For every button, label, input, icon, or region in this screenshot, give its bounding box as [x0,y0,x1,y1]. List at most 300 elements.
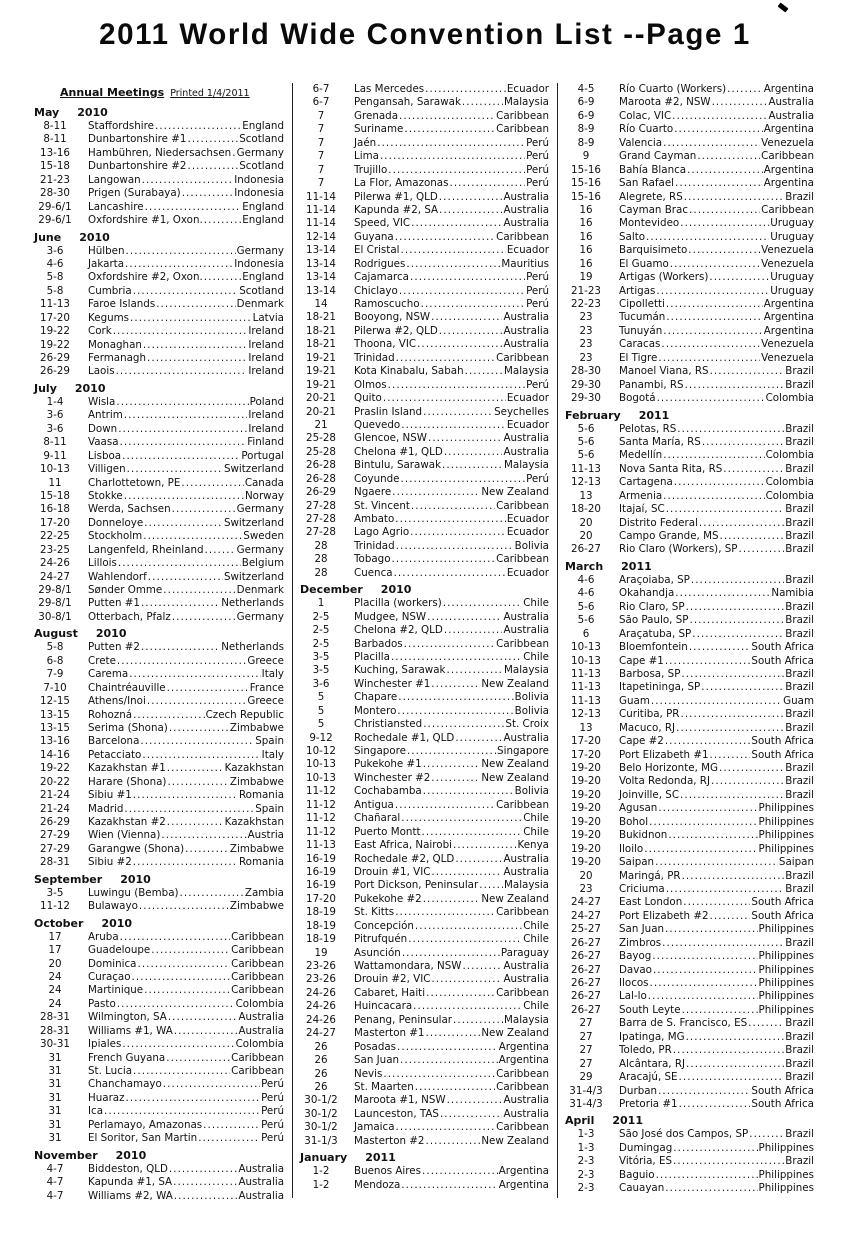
dot-leader [421,298,525,311]
convention-row [300,513,549,526]
convention-country: Brazil [785,1044,814,1057]
convention-place: Stokke [88,489,123,502]
convention-country: Australia [503,731,549,744]
convention-row [34,695,284,708]
convention-place: Ilocos [619,977,649,989]
convention-date: 25-28 [306,445,336,458]
convention-row [300,1027,549,1040]
convention-row [565,1085,814,1098]
convention-country: Argentina [763,324,814,337]
convention-date: 16-19 [306,852,336,865]
convention-place: Hülben [88,244,125,257]
dot-leader [431,678,480,691]
dot-leader [665,1182,757,1195]
convention-row [34,1025,284,1038]
convention-place: Bulawayo [88,900,138,913]
convention-date: 13 [579,489,593,502]
convention-country: Uruguay [770,217,814,230]
convention-place: Saipan [619,856,655,869]
convention-place: Chaintréauville [88,681,166,694]
convention-row [565,574,814,587]
printed-date: Printed 1/4/2011 [170,88,250,99]
convention-row [565,668,814,681]
convention-date: 24-27 [571,896,601,909]
convention-country: Poland [249,395,284,408]
convention-date: 16 [579,230,593,243]
convention-row [565,708,814,721]
convention-date: 6-7 [312,96,330,109]
convention-country: New Zealand [481,486,549,499]
dot-leader [395,906,495,919]
convention-date: 13-15 [40,721,70,734]
convention-row [34,1163,284,1176]
convention-place: Barbados [354,637,403,650]
convention-row [34,641,284,654]
convention-date: 21-23 [571,284,601,297]
convention-country: Zimbabwe [229,900,284,913]
convention-place: Alegrete, RS [619,190,683,203]
convention-country: New Zealand [481,771,549,784]
dot-leader [118,423,247,436]
month-name: December [300,583,363,597]
convention-country: Bolivia [514,704,549,717]
dot-leader [407,745,496,758]
convention-row [565,789,814,802]
dot-leader [172,503,236,516]
convention-row [565,601,814,614]
convention-date: 27-28 [306,526,336,539]
convention-country: Bolivia [514,785,549,798]
convention-place: Grand Cayman [619,150,697,163]
convention-date: 28-31 [40,856,70,869]
convention-place: Werda, Sachsen [88,503,171,516]
convention-row [34,1092,284,1105]
convention-country: St. Croix [505,718,549,731]
convention-date: 23-25 [40,543,70,556]
convention-place: Río Cuarto [619,123,674,136]
convention-place: Trinidad [354,351,395,364]
dot-leader [423,406,493,419]
convention-country: Caribbean [231,957,284,970]
dot-leader [399,110,495,123]
convention-date: 18-21 [306,324,336,337]
month-heading [34,626,284,641]
convention-date: 1-3 [577,1141,595,1154]
dot-leader [142,174,234,187]
convention-place: Asunción [354,946,401,959]
convention-date: 5-8 [46,271,64,284]
dot-leader [398,691,513,704]
convention-place: Rio Claro (Workers), SP [619,543,738,556]
convention-place: Chañaral [354,812,401,825]
convention-country: Australia [503,338,549,351]
dot-leader [439,325,503,338]
convention-row [34,339,284,352]
convention-date: 7-9 [46,668,64,681]
convention-row [300,150,549,163]
convention-country: Malaysia [504,664,549,677]
dot-leader [410,526,506,539]
convention-date: 29-30 [571,392,601,405]
convention-country: Caribbean [231,970,284,983]
convention-country: Denmark [236,584,284,596]
convention-row [565,923,814,936]
dot-leader [185,843,229,856]
convention-row [565,298,814,311]
month-year: 2010 [380,583,412,597]
convention-date: 5-6 [577,449,595,462]
dot-leader [383,392,506,405]
convention-row [300,1054,549,1067]
convention-row [565,311,814,324]
convention-country: Caribbean [231,1065,284,1077]
convention-row [34,984,284,997]
convention-place: Cuenca [354,566,393,579]
convention-row [300,933,549,946]
convention-row [34,557,284,570]
convention-date: 29-6/1 [38,200,72,213]
dot-leader [658,1085,750,1098]
convention-date: 31 [48,1051,62,1064]
dot-leader [444,624,503,637]
convention-date: 11-13 [571,667,601,680]
convention-row [300,799,549,812]
dot-leader [658,352,760,365]
convention-row [565,1098,814,1111]
dot-leader [453,1014,503,1027]
dot-leader [440,1108,503,1121]
convention-row [34,1011,284,1024]
convention-date: 28 [314,539,328,552]
convention-place: Ambato [354,513,395,525]
convention-place: Baguio [619,1168,655,1181]
convention-country: Brazil [785,600,814,613]
dot-leader [682,1004,758,1017]
convention-place: Okahandja [619,587,675,600]
dot-leader [668,829,757,842]
convention-country: Ireland [248,409,284,422]
convention-place: Kegums [88,311,130,324]
convention-place: Tobago [354,553,391,566]
convention-place: Ipiales [88,1038,122,1051]
convention-place: Hambühren, Niedersachsen [88,146,232,159]
convention-country: Perú [526,298,549,310]
convention-date: 4-6 [577,587,595,600]
convention-date: 13 [579,721,593,734]
dot-leader [147,352,247,365]
convention-country: Switzerland [223,570,284,583]
convention-place: Río Cuarto (Workers) [619,83,727,95]
convention-place: Athens/Inoi [88,695,146,708]
convention-date: 8-9 [577,123,595,136]
dot-leader [688,244,760,257]
convention-country: Australia [503,324,549,337]
convention-country: Finland [247,436,284,449]
convention-row [300,1081,549,1094]
convention-place: Artigas [619,284,656,297]
convention-row [300,96,549,109]
convention-country: Perú [526,150,549,163]
convention-row [565,191,814,204]
convention-row [300,853,549,866]
convention-place: Cartagena [619,476,673,489]
convention-country: Kazakhstan [224,816,284,828]
convention-place: St. Maarten [354,1080,414,1093]
convention-row [300,338,549,351]
convention-country: Caribbean [496,1080,549,1093]
dot-leader [397,705,513,718]
convention-country: Brazil [785,435,814,448]
dot-leader [662,937,784,950]
dot-leader [683,896,750,909]
dot-leader [116,396,248,409]
convention-country: Philippines [758,923,814,936]
dot-leader [133,709,205,722]
convention-date: 9-12 [309,731,333,744]
convention-place: Criciuma [619,882,665,895]
convention-country: Brazil [785,1071,814,1084]
convention-row [300,893,549,906]
convention-row [34,762,284,775]
convention-date: 19-21 [306,378,336,391]
convention-country: Netherlands [221,597,284,610]
convention-row [565,856,814,869]
convention-place: Winchester #1 [354,677,431,690]
convention-place: Durban [619,1084,658,1097]
convention-country: Australia [238,1189,284,1202]
month-year: 2011 [612,1114,643,1128]
dot-leader [383,1068,495,1081]
convention-place: Otterbach, Pfalz [88,610,171,623]
dot-leader [431,772,480,785]
convention-row [34,1078,284,1091]
convention-date: 26-27 [571,977,601,989]
convention-row [565,722,814,735]
convention-row [565,977,814,990]
convention-row [565,990,814,1003]
convention-row [34,856,284,869]
convention-date: 27 [579,1044,593,1057]
convention-place: Montevideo [619,217,680,230]
convention-place: Las Mercedes [354,83,425,95]
convention-country: Perú [261,1105,284,1118]
convention-date: 10-13 [306,758,336,771]
convention-place: Aruba [88,930,119,943]
convention-date: 26-27 [571,1003,601,1016]
convention-date: 16 [579,203,593,216]
dot-leader [665,655,751,668]
convention-row [565,910,814,923]
convention-date: 5-8 [46,641,64,654]
convention-row [565,352,814,365]
convention-place: Montero [354,704,397,717]
convention-row [300,1165,549,1178]
convention-date: 5-6 [577,422,595,435]
convention-country: Indonesia [234,173,284,186]
convention-country: Brazil [785,1030,814,1043]
convention-country: Romania [238,789,284,802]
convention-place: Puerto Montt [354,825,421,838]
convention-row [565,1142,814,1155]
convention-row [300,705,549,718]
convention-row [34,803,284,816]
convention-row [300,365,549,378]
dot-leader [665,923,757,936]
convention-place: Cork [88,325,112,338]
page-title: 2011 World Wide Convention List --Page 1 [99,18,751,51]
convention-country: Czech Republic [205,708,284,721]
column-divider [557,83,558,1198]
convention-row [300,745,549,758]
convention-place: Posadas [354,1040,397,1053]
convention-country: Caribbean [496,986,549,999]
convention-place: Jamaica [354,1121,395,1134]
convention-row [565,937,814,950]
convention-country: Argentina [763,123,814,136]
convention-date: 26 [314,1054,328,1067]
convention-country: Australia [238,1176,284,1189]
dot-leader [145,201,242,214]
convention-country: Australia [503,445,549,458]
convention-country: Portugal [241,449,284,462]
dot-leader [198,1132,260,1145]
convention-date: 19-22 [40,338,70,351]
convention-row [565,490,814,503]
dot-leader [395,799,495,812]
convention-row [34,944,284,957]
convention-country: Australia [503,865,549,878]
dot-leader [427,611,502,624]
convention-country: Caribbean [496,123,549,136]
convention-row [300,718,549,731]
convention-country: Chile [523,933,549,946]
convention-country: Greece [247,654,284,667]
convention-place: Ica [88,1105,104,1118]
convention-country: England [242,200,284,213]
month-name: March [565,559,604,573]
dot-leader [663,325,763,338]
convention-row [300,812,549,825]
dot-leader [395,513,506,526]
convention-place: Cumbria [88,284,132,297]
convention-date: 31 [48,1091,62,1104]
month-name: October [34,916,84,930]
convention-date: 19 [314,946,328,959]
dot-leader [125,258,233,271]
dot-leader [117,998,235,1011]
dot-leader [697,150,760,163]
convention-date: 3-5 [46,886,64,899]
convention-place: Distrito Federal [619,516,698,529]
convention-country: Perú [526,177,549,190]
convention-row [300,419,549,432]
convention-date: 2-3 [577,1168,595,1181]
convention-place: Trinidad [354,539,395,552]
convention-row [300,110,549,123]
convention-place: Tunuyán [619,324,663,337]
convention-row [300,691,549,704]
convention-row [300,459,549,472]
dot-leader [396,540,514,553]
pen-mark-icon [778,2,789,12]
convention-country: Australia [503,203,549,216]
convention-row [300,879,549,892]
convention-country: Brazil [785,190,814,203]
convention-country: Australia [503,973,549,986]
convention-row [34,843,284,856]
convention-country: South Africa [751,748,814,761]
convention-country: Caribbean [496,553,549,566]
dot-leader [656,285,769,298]
convention-date: 6-9 [577,96,595,109]
dot-leader [748,1017,784,1030]
dot-leader [394,567,506,580]
convention-row [565,503,814,516]
convention-date: 22-23 [571,298,601,310]
convention-place: Nova Santa Rita, RS [619,462,723,475]
convention-row [565,1017,814,1030]
convention-date: 16-18 [40,503,70,516]
convention-country: Caribbean [496,637,549,650]
convention-place: Drouin #2, VIC [354,973,431,986]
convention-country: Philippines [758,950,814,963]
dot-leader [686,601,785,614]
dot-leader [408,933,522,946]
dot-leader [684,191,785,204]
convention-date: 13-16 [40,735,70,748]
convention-place: Wien (Vienna) [88,829,161,842]
convention-row [565,950,814,963]
convention-row [34,597,284,610]
convention-place: Itajaí, SC [619,503,665,516]
convention-row [565,137,814,150]
convention-country: Malaysia [504,365,549,378]
convention-row [300,191,549,204]
dot-leader [439,191,503,204]
convention-place: Chapare [354,691,398,704]
convention-row [565,110,814,123]
convention-date: 31-1/3 [304,1134,338,1147]
convention-row [300,1108,549,1121]
convention-country: Australia [503,311,549,324]
convention-row [565,614,814,627]
dot-leader [392,553,496,566]
convention-date: 4-5 [577,83,595,95]
convention-date: 21-24 [40,789,70,802]
convention-country: Bolivia [514,691,549,704]
dot-leader [400,1054,498,1067]
convention-date: 28-30 [571,365,601,378]
convention-date: 26 [314,1067,328,1080]
convention-place: Lal-lo [619,990,647,1003]
dot-leader [686,1031,785,1044]
convention-country: Brazil [785,869,814,882]
convention-country: Philippines [758,842,814,855]
convention-country: Bolivia [514,539,549,552]
convention-row [565,896,814,909]
month-year: 2011 [365,1151,396,1165]
convention-country: Zimbabwe [229,721,284,734]
convention-country: Argentina [763,177,814,190]
convention-place: Placilla (workers) [354,597,442,610]
convention-place: Ipatinga, MG [619,1030,685,1043]
convention-country: Australia [238,1162,284,1175]
convention-row [34,365,284,378]
convention-date: 31 [48,1118,62,1131]
convention-row [34,722,284,735]
dot-leader [650,977,758,990]
convention-row [300,244,549,257]
